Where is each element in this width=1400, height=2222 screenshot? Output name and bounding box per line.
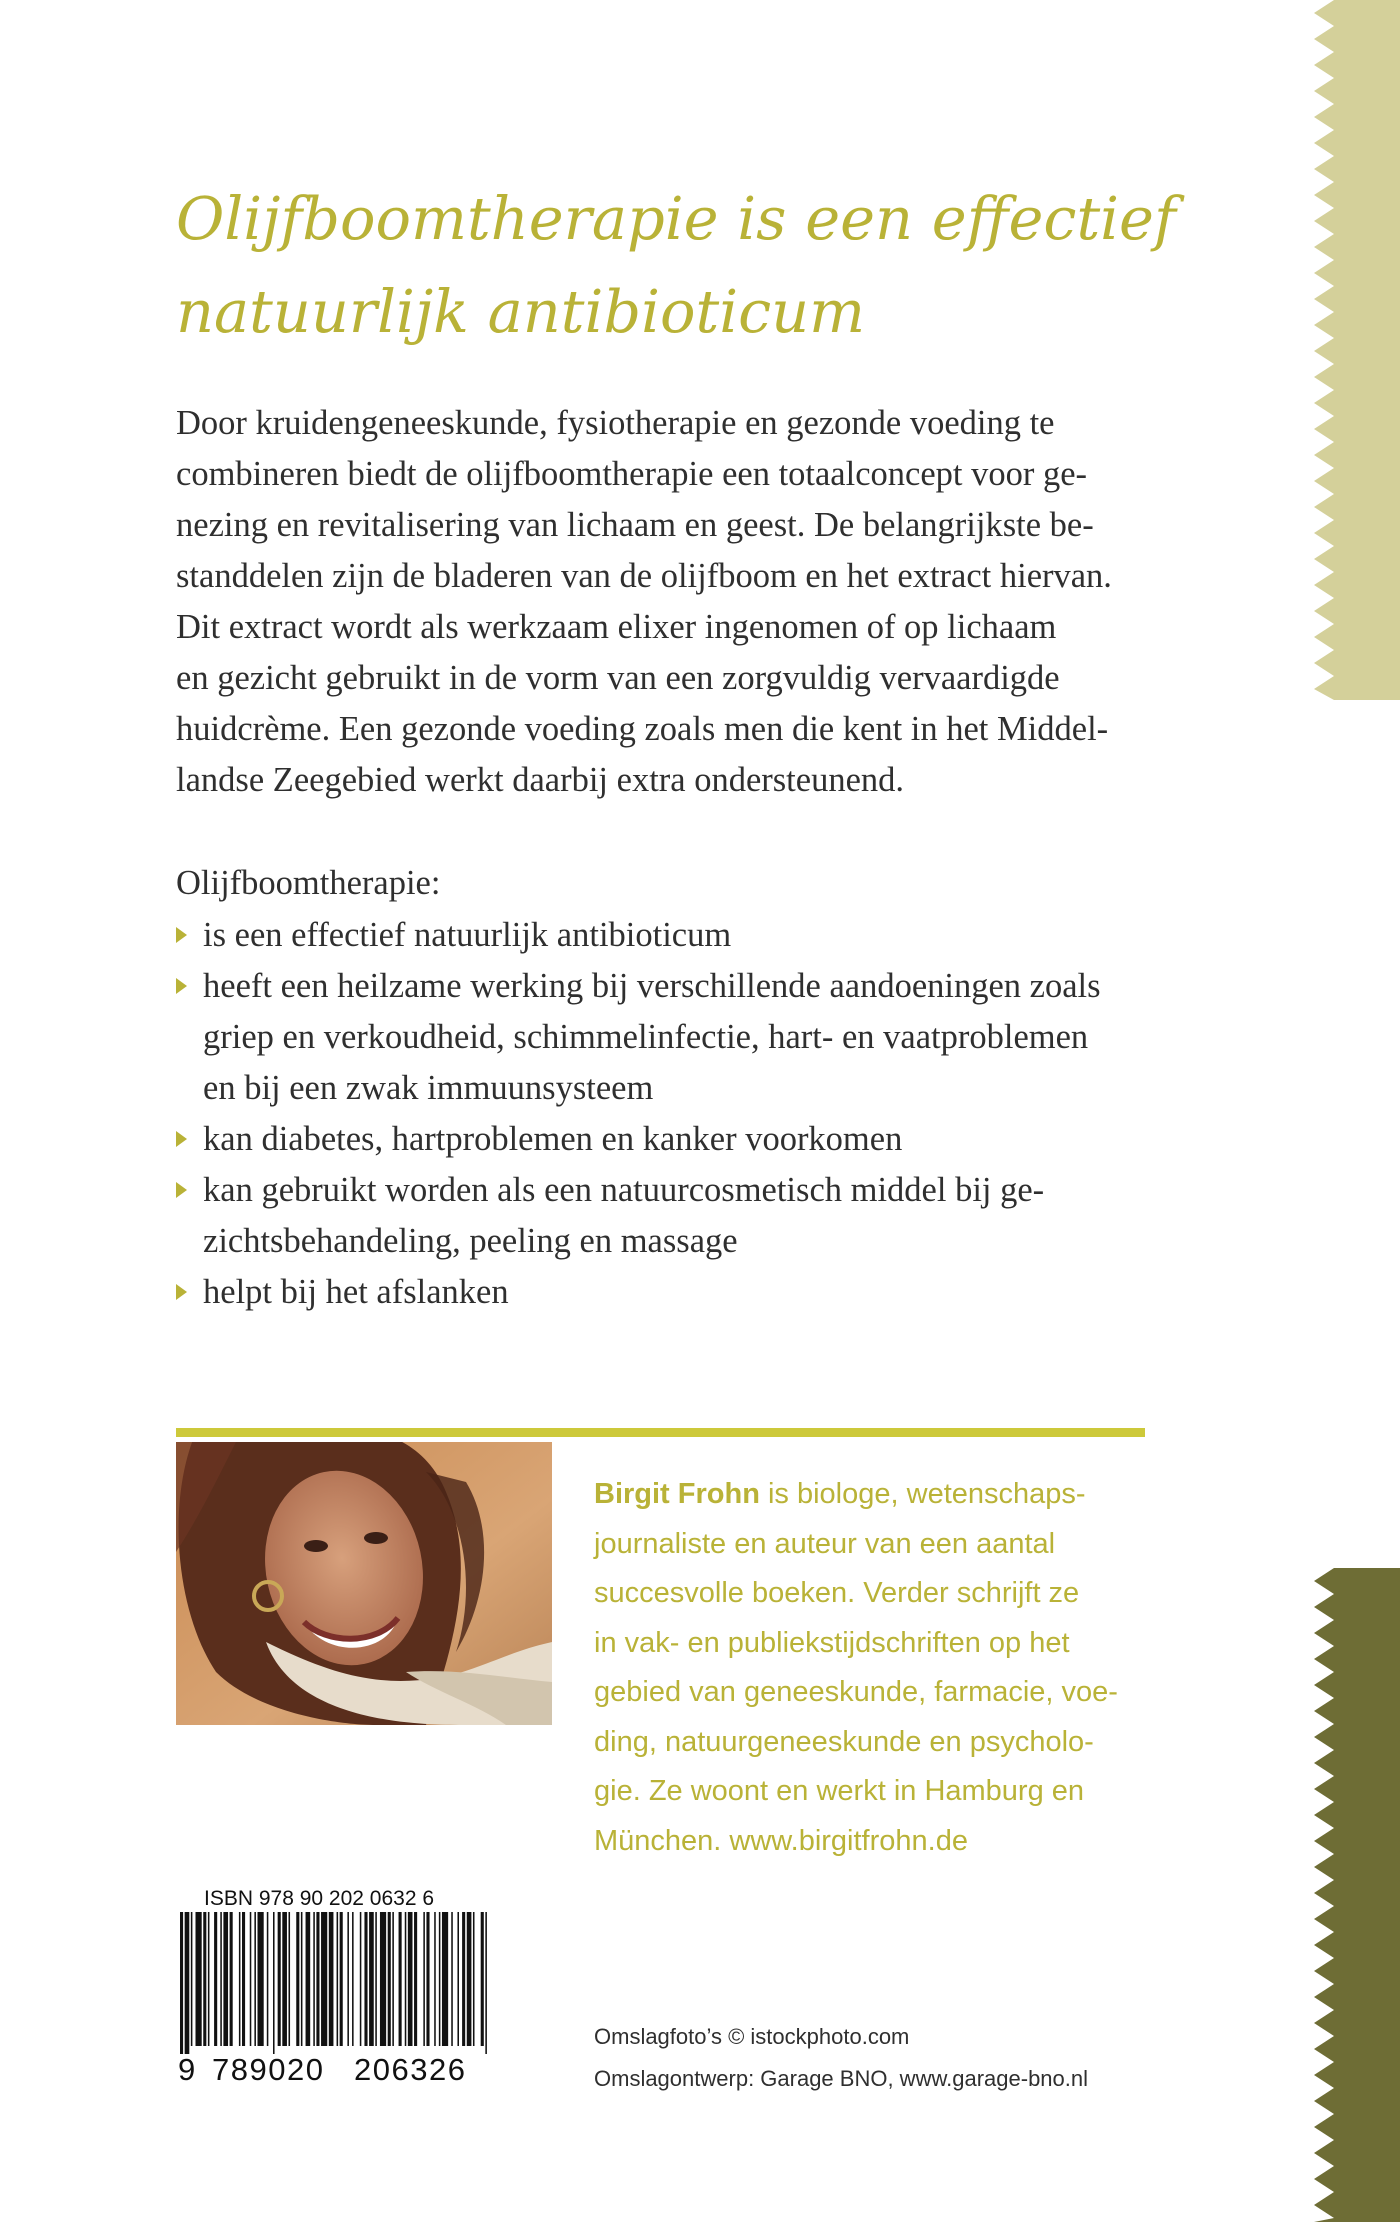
- barcode-bar: [340, 1912, 343, 2046]
- barcode: [176, 1912, 494, 2054]
- intro-line: en gezicht gebruikt in de vorm van een zorgvuldig vervaardigde: [176, 659, 1060, 697]
- author-portrait-image: [176, 1442, 552, 1725]
- barcode-bar: [369, 1912, 374, 2046]
- author-photo: [176, 1442, 552, 1725]
- barcode-bar: [442, 1912, 448, 2046]
- barcode-bar: [250, 1912, 252, 2046]
- barcode-bar: [360, 1912, 362, 2046]
- barcode-bar: [191, 1912, 193, 2046]
- barcode-bar: [185, 1912, 190, 2054]
- list-item-line: en bij een zwak immuunsysteem: [203, 1069, 654, 1107]
- barcode-bar: [258, 1912, 264, 2046]
- barcode-bar: [203, 1912, 206, 2046]
- barcode-bar: [223, 1912, 228, 2046]
- barcode-digits: [176, 2050, 494, 2090]
- intro-line: landse Zeegebied werkt daarbij extra ondersteunend.: [176, 761, 905, 799]
- intro-paragraph: [176, 398, 1206, 806]
- barcode-bar: [289, 1912, 291, 2046]
- design-credit: Omslagontwerp: Garage BNO, www.garage-bno.nl: [594, 2066, 1089, 2091]
- ribbon-top-shape: [1314, 0, 1400, 700]
- barcode-bar: [316, 1912, 319, 2046]
- list-item-line: heeft een heilzame werking bij verschillende aandoeningen zoals: [203, 967, 1101, 1005]
- barcode-bar: [467, 1912, 472, 2046]
- barcode-bar: [439, 1912, 441, 2046]
- author-bio-line: München. www.birgitfrohn.de: [594, 1824, 968, 1857]
- intro-line: Dit extract wordt als werkzaam elixer ingenomen of op lichaam: [176, 608, 1057, 646]
- author-bio-line: gebied van geneeskunde, farmacie, voe-: [594, 1676, 1118, 1708]
- barcode-bar: [282, 1912, 287, 2046]
- barcode-digit-lead: 9: [178, 2052, 196, 2087]
- barcode-bar: [375, 1912, 377, 2046]
- list-item-line: helpt bij het afslanken: [203, 1273, 509, 1311]
- decorative-ribbon-top: [1314, 0, 1400, 700]
- triangle-bullet-icon: [176, 927, 187, 943]
- barcode-bar: [423, 1912, 425, 2046]
- barcode-bar: [220, 1912, 222, 2046]
- barcode-bar: [414, 1912, 417, 2046]
- author-bio-line: succesvolle boeken. Verder schrijft ze: [594, 1577, 1080, 1609]
- benefits-list: [176, 910, 1206, 1318]
- list-item: [176, 1267, 1206, 1318]
- barcode-bar: [405, 1912, 407, 2046]
- barcode-bar: [473, 1912, 475, 2046]
- author-name: Birgit Frohn: [594, 1478, 760, 1510]
- headline-line: Olijfboomtherapie is een effectief: [176, 184, 1176, 253]
- triangle-bullet-icon: [176, 1131, 187, 1147]
- barcode-bar: [347, 1912, 349, 2046]
- author-bio-line: ding, natuurgeneeskunde en psycholo-: [594, 1725, 1094, 1758]
- triangle-bullet-icon: [176, 978, 187, 994]
- barcode-bar: [306, 1912, 311, 2046]
- barcode-bar: [364, 1912, 367, 2046]
- list-item: [176, 1114, 1206, 1165]
- author-bio-line: journaliste en auteur van een aantal: [594, 1527, 1056, 1560]
- barcode-bar: [239, 1912, 241, 2046]
- barcode-bar: [399, 1912, 402, 2046]
- headline: [176, 172, 1176, 358]
- barcode-bar: [273, 1912, 275, 2054]
- intro-line: huidcrème. Een gezonde voeding zoals men die kent in het Middel-: [176, 710, 1109, 748]
- barcode-digits-right: 206326: [354, 2052, 467, 2087]
- barcode-bar: [242, 1912, 245, 2046]
- barcode-bar: [301, 1912, 303, 2046]
- ribbon-bottom-shape: [1314, 1568, 1400, 2222]
- intro-line: Door kruidengeneeskunde, fysiotherapie en gezonde voeding te: [176, 404, 1055, 442]
- author-bio-text: is biologe, wetenschaps-: [759, 1478, 1086, 1510]
- barcode-bar: [380, 1912, 386, 2046]
- barcode-bar: [267, 1912, 269, 2046]
- barcode-bar: [451, 1912, 453, 2046]
- list-heading: Olijfboomtherapie:: [176, 864, 441, 902]
- section-divider: [176, 1428, 1145, 1437]
- barcode-bar: [329, 1912, 334, 2046]
- author-bio-first-line: [594, 1470, 1154, 1520]
- barcode-bar: [392, 1912, 394, 2046]
- barcode-bar: [426, 1912, 429, 2046]
- decorative-ribbon-bottom: [1314, 1568, 1400, 2222]
- list-item: [176, 1165, 1206, 1267]
- barcode-bar: [214, 1912, 217, 2046]
- barcode-bar: [352, 1912, 354, 2046]
- barcode-bar: [196, 1912, 202, 2046]
- barcode-bar: [321, 1912, 327, 2046]
- photo-credit: Omslagfoto’s © istockphoto.com: [594, 2024, 910, 2049]
- barcode-bar: [278, 1912, 281, 2046]
- intro-line: combineren biedt de olijfboomtherapie een totaalconcept voor ge-: [176, 455, 1088, 493]
- barcode-bar: [388, 1912, 391, 2046]
- author-bio-line: gie. Ze woont en werkt in Hamburg en: [594, 1775, 1085, 1807]
- barcode-bars: [176, 1912, 494, 2054]
- barcode-bar: [254, 1912, 256, 2046]
- list-item-line: zichtsbehandeling, peeling en massage: [203, 1222, 738, 1260]
- list-item-line: kan gebruikt worden als een natuurcosmetisch middel bij ge-: [203, 1171, 1045, 1209]
- barcode-bar: [457, 1912, 459, 2046]
- barcode-bar: [180, 1912, 183, 2054]
- isbn-label: ISBN 978 90 202 0632 6: [204, 1887, 435, 1910]
- list-item: [176, 910, 1206, 961]
- barcode-bar: [296, 1912, 299, 2046]
- intro-line: nezing en revitalisering van lichaam en geest. De belangrijkste be-: [176, 506, 1094, 544]
- list-item-line: griep en verkoudheid, schimmelinfectie, hart- en vaatproblemen: [203, 1018, 1089, 1056]
- barcode-bar: [462, 1912, 465, 2046]
- barcode-digits-left: 789020: [212, 2052, 325, 2087]
- list-item-line: is een effectief natuurlijk antibioticum: [203, 916, 732, 954]
- intro-line: standdelen zijn de bladeren van de olijfboom en het extract hiervan.: [176, 557, 1112, 595]
- author-bio-line: in vak- en publiekstijdschriften op het: [594, 1626, 1070, 1659]
- triangle-bullet-icon: [176, 1284, 187, 1300]
- barcode-bar: [313, 1912, 315, 2046]
- headline-line: natuurlijk antibioticum: [176, 277, 866, 346]
- barcode-bar: [485, 1912, 487, 2054]
- triangle-bullet-icon: [176, 1182, 187, 1198]
- author-bio: [594, 1470, 1154, 1866]
- barcode-bar: [230, 1912, 233, 2046]
- list-item-line: kan diabetes, hartproblemen en kanker voorkomen: [203, 1120, 903, 1158]
- barcode-bar: [208, 1912, 210, 2046]
- barcode-bar: [337, 1912, 339, 2046]
- cover-credits: [594, 2016, 1088, 2100]
- barcode-bar: [434, 1912, 436, 2046]
- list-item: [176, 961, 1206, 1114]
- barcode-bar: [408, 1912, 413, 2046]
- barcode-bar: [481, 1912, 484, 2046]
